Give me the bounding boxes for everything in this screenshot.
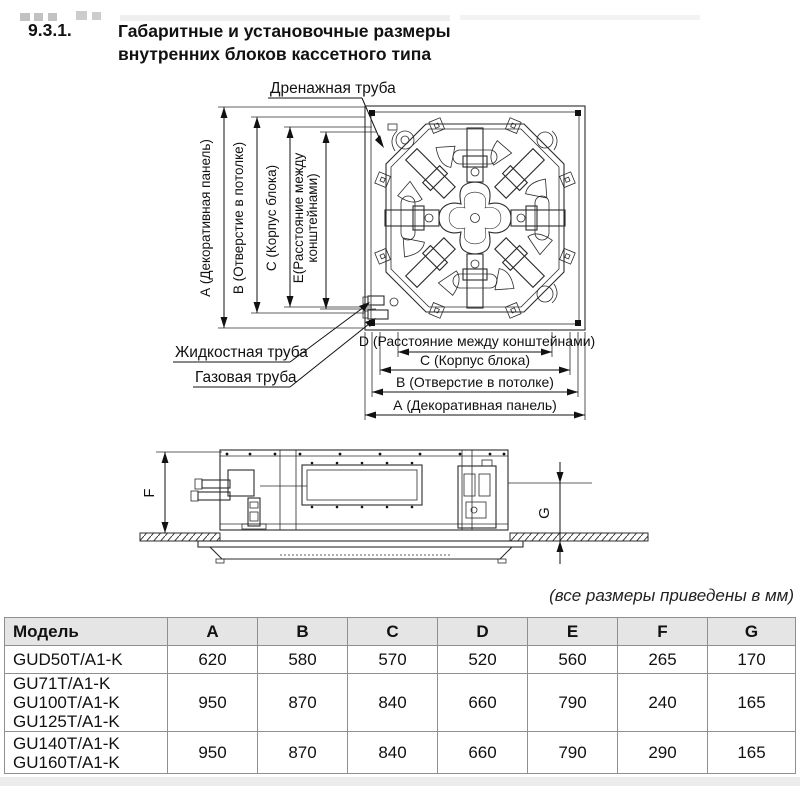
value-cell: 580 [258, 646, 348, 674]
column-header-d: D [438, 618, 528, 646]
table-row [5, 732, 796, 774]
cassette-unit-top-view [363, 106, 585, 330]
column-header-c: C [348, 618, 438, 646]
scan-artifact [76, 11, 87, 20]
table-header-row [5, 618, 796, 646]
value-cell: 520 [438, 646, 528, 674]
page-bottom-strip [0, 777, 800, 786]
table-row [5, 646, 796, 674]
value-cell: 240 [618, 674, 708, 732]
model-cell: GU140T/A1-K GU160T/A1-K [5, 732, 168, 774]
value-cell: 870 [258, 732, 348, 774]
scan-artifact [460, 15, 700, 20]
value-cell: 840 [348, 674, 438, 732]
dim-c-horizontal-label: С (Корпус блока) [419, 352, 531, 368]
page-title-line1: Габаритные и установочные размеры [118, 21, 451, 41]
dim-b-vertical-label: В (Отверстие в потолке) [231, 141, 246, 295]
vertical-dimensions [198, 107, 376, 328]
value-cell: 870 [258, 674, 348, 732]
vane-arms [385, 128, 565, 308]
dim-a-vertical-label: А (Декоративная панель) [198, 139, 213, 297]
value-cell: 660 [438, 674, 528, 732]
ceiling-section [140, 533, 648, 541]
scan-artifact [92, 12, 101, 20]
dim-c-vertical-label: С (Корпус блока) [264, 164, 279, 272]
section-number: 9.3.1. [28, 20, 72, 40]
value-cell: 950 [168, 732, 258, 774]
value-cell: 165 [708, 674, 796, 732]
drain-pipe-label: Дренажная труба [270, 80, 396, 97]
dim-e-vertical-label-line2: конштейнами) [305, 173, 320, 263]
pipe-connections-corner [363, 296, 398, 319]
horizontal-dimensions [359, 332, 595, 420]
dim-b-horizontal-label: В (Отверстие в потолке) [396, 374, 554, 390]
corner-detail-se [537, 284, 557, 303]
right-hanger-bracket [458, 460, 496, 528]
refrigerant-pipe-stubs [191, 470, 254, 501]
column-header-b: B [258, 618, 348, 646]
column-header-f: F [618, 618, 708, 646]
drain-fitting-corner [388, 124, 414, 151]
table-row [5, 674, 796, 732]
value-cell: 290 [618, 732, 708, 774]
column-header-model: Модель [5, 618, 168, 646]
value-cell: 570 [348, 646, 438, 674]
value-cell: 170 [708, 646, 796, 674]
dim-d-horizontal-label: D (Расстояние между конштейнами) [358, 333, 596, 349]
value-cell: 165 [708, 732, 796, 774]
dim-f-label: F [141, 488, 158, 498]
model-cell: GU71T/A1-K GU100T/A1-K GU125T/A1-K [5, 674, 168, 732]
cassette-unit-side-view [191, 450, 508, 530]
value-cell: 560 [528, 646, 618, 674]
dim-a-horizontal-label: А (Декоративная панель) [393, 397, 557, 413]
liquid-pipe-label: Жидкостная труба [175, 344, 308, 361]
page-title [118, 20, 451, 66]
gas-pipe-label: Газовая труба [195, 369, 297, 386]
model-cell: GUD50T/A1-K [5, 646, 168, 674]
value-cell: 790 [528, 732, 618, 774]
dim-g-label: G [536, 507, 553, 519]
value-cell: 790 [528, 674, 618, 732]
dim-e-vertical-label-line1: Е(Расстояние между [291, 152, 306, 284]
dimensions-table [4, 617, 796, 774]
column-header-g: G [708, 618, 796, 646]
column-header-a: A [168, 618, 258, 646]
column-header-e: E [528, 618, 618, 646]
value-cell: 620 [168, 646, 258, 674]
side-view-figure [130, 440, 660, 580]
left-hanger-bracket [242, 498, 266, 529]
units-note: (все размеры приведены в мм) [549, 586, 794, 605]
value-cell: 840 [348, 732, 438, 774]
value-cell: 660 [438, 732, 528, 774]
decorative-panel-side-view [198, 541, 523, 563]
page-title-line2: внутренних блоков кассетного типа [118, 44, 432, 64]
top-view-figure [140, 80, 620, 426]
value-cell: 950 [168, 674, 258, 732]
value-cell: 265 [618, 646, 708, 674]
